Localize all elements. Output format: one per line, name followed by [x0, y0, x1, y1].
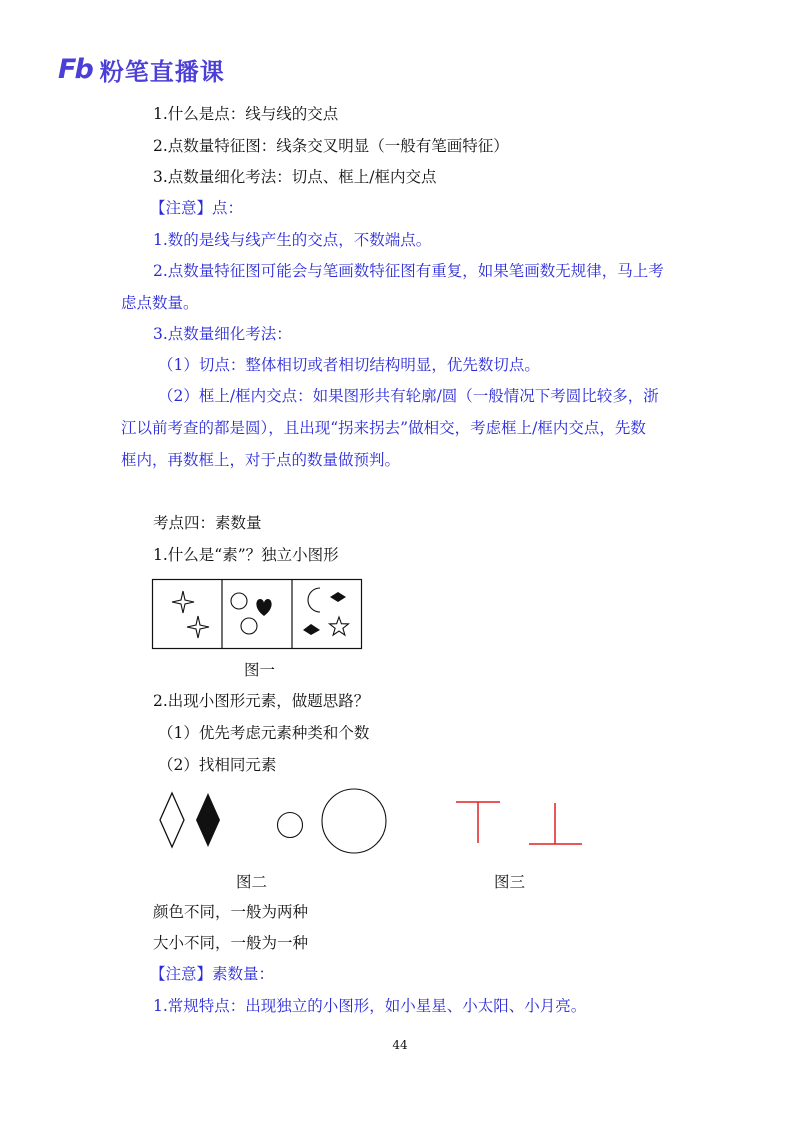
element-definition: 1.什么是“素”？独立小图形 — [153, 546, 339, 564]
black-diamond — [330, 592, 346, 602]
four-point-star — [172, 591, 194, 613]
crescent-moon — [308, 588, 320, 612]
figure-3 — [454, 800, 584, 850]
note-points-line: 江以前考查的都是圆），且出现“拐来拐去”做相交，考虑框上/框内交点，先数 — [121, 419, 646, 437]
approach-question: 2.出现小图形元素，做题思路？ — [153, 692, 370, 710]
small-circle — [278, 813, 303, 838]
large-circle — [322, 789, 386, 853]
point-feature: 2.点数量特征图：线条交叉明显（一般有笔画特征） — [153, 137, 509, 155]
note-points-line: （1）切点：整体相切或者相切结构明显，优先数切点。 — [158, 356, 540, 374]
five-point-star — [330, 617, 349, 635]
size-note: 大小不同，一般为一种 — [153, 934, 309, 952]
figure-1 — [152, 579, 362, 649]
color-note: 颜色不同，一般为两种 — [153, 903, 309, 921]
figure-1-caption: 图一 — [244, 661, 276, 679]
approach-item: （2）找相同元素 — [158, 756, 277, 774]
black-diamond — [303, 624, 320, 635]
figure-3-caption: 图三 — [494, 873, 526, 891]
note-points-title: 【注意】点： — [150, 199, 244, 217]
note-points-line: 1.数的是线与线产生的交点，不数端点。 — [153, 231, 432, 249]
brand-name: 粉笔直播课 — [99, 58, 225, 86]
note-points-line: 3.点数量细化考法： — [153, 325, 292, 343]
brand-logo — [58, 52, 225, 87]
heart — [256, 599, 271, 616]
note-points-line: 虑点数量。 — [121, 294, 199, 312]
note-elements-title: 【注意】素数量： — [150, 965, 275, 983]
point-definition: 1.什么是点：线与线的交点 — [153, 105, 339, 123]
black-diamond — [196, 793, 220, 847]
section-title: 考点四：素数量 — [153, 514, 262, 532]
point-method: 3.点数量细化考法：切点、框上/框内交点 — [153, 168, 437, 186]
note-points-line: 2.点数量特征图可能会与笔画数特征图有重复，如果笔画数无规律，马上考 — [153, 262, 664, 280]
figure-2-caption: 图二 — [236, 873, 268, 891]
note-points-line: （2）框上/框内交点：如果图形共有轮廓/圆（一般情况下考圆比较多，浙 — [158, 387, 659, 405]
figure-2 — [155, 788, 395, 853]
page-number: 44 — [392, 1038, 408, 1052]
note-points-line: 框内，再数框上，对于点的数量做预判。 — [121, 451, 401, 469]
fenbi-logo-mark: Fb — [58, 54, 92, 85]
circle — [231, 593, 247, 609]
circle — [241, 618, 257, 634]
note-elements-line: 1.常规特点：出现独立的小图形，如小星星、小太阳、小月亮。 — [153, 997, 587, 1015]
white-diamond — [160, 793, 184, 847]
approach-item: （1）优先考虑元素种类和个数 — [158, 724, 370, 742]
four-point-star — [187, 616, 209, 638]
